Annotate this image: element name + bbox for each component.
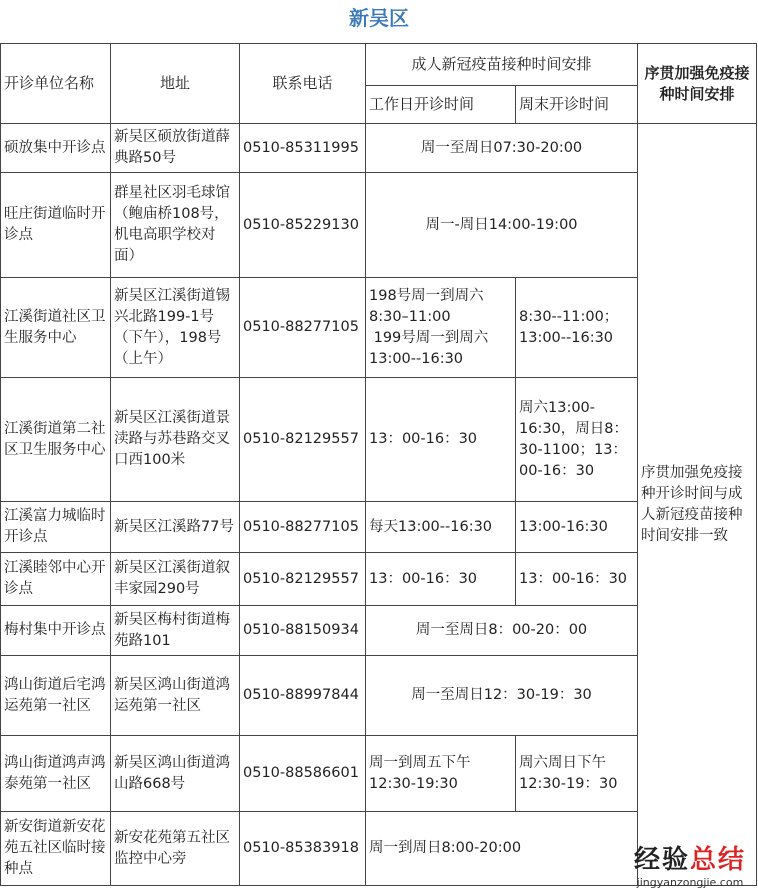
address: 新安花苑第五社区监控中心旁: [111, 812, 240, 886]
weekend-hours: 8:30--11:00；13:00--16:30: [516, 278, 638, 378]
phone: 0510-88277105: [240, 278, 366, 378]
weekend-hours: 周六13:00-16:30，周日8：30-1100；13：00-16：30: [516, 378, 638, 502]
phone: 0510-88997844: [240, 656, 366, 736]
weekday-hours: 周一到周五下午12:30-19:30: [366, 736, 516, 812]
unit-name: 硕放集中开诊点: [1, 124, 111, 173]
clinic-table: [0, 43, 757, 886]
watermark: [634, 839, 746, 889]
address: 新吴区梅村街道梅苑路101: [111, 606, 240, 656]
merged-hours: 周一-周日14:00-19:00: [366, 173, 638, 278]
address: 新吴区江溪路77号: [111, 502, 240, 553]
weekday-hours: 13：00-16：30: [366, 378, 516, 502]
phone: 0510-82129557: [240, 553, 366, 606]
header-booster: 序贯加强免疫接种时间安排: [638, 44, 757, 124]
address: 新吴区硕放街道薛典路50号: [111, 124, 240, 173]
address: 新吴区鸿山街道鸿运苑第一社区: [111, 656, 240, 736]
unit-name: 鸿山街道后宅鸿运苑第一社区: [1, 656, 111, 736]
table-row: [1, 124, 757, 173]
weekday-hours: 198号周一到周六8:30–11:00 199号周一到周六13:00--16:30: [366, 278, 516, 378]
phone: 0510-85229130: [240, 173, 366, 278]
merged-hours: 周一到周日8:00-20:00: [366, 812, 638, 886]
unit-name: 江溪富力城临时开诊点: [1, 502, 111, 553]
phone: 0510-88586601: [240, 736, 366, 812]
unit-name: 江溪街道第二社区卫生服务中心: [1, 378, 111, 502]
page-title: 新吴区: [349, 6, 409, 30]
header-address: 地址: [111, 44, 240, 124]
header-unit: 开诊单位名称: [1, 44, 111, 124]
weekday-hours: 每天13:00--16:30: [366, 502, 516, 553]
phone: 0510-85383918: [240, 812, 366, 886]
header-adult-group: 成人新冠疫苗接种时间安排: [366, 44, 638, 86]
watermark-url: jingyanzongjie.com: [636, 876, 744, 889]
phone: 0510-88277105: [240, 502, 366, 553]
merged-hours: 周一至周日07:30-20:00: [366, 124, 638, 173]
weekend-hours: 周六周日下午12:30-19：30: [516, 736, 638, 812]
merged-hours: 周一至周日12：30-19：30: [366, 656, 638, 736]
watermark-main: 经验: [633, 845, 690, 875]
unit-name: 江溪睦邻中心开诊点: [1, 553, 111, 606]
unit-name: 鸿山街道鸿声鸿泰苑第一社区: [1, 736, 111, 812]
unit-name: 旺庄街道临时开诊点: [1, 173, 111, 278]
header-weekday: 工作日开诊时间: [366, 86, 516, 124]
weekend-hours: 13：00-16：30: [516, 553, 638, 606]
address: 新吴区江溪街道叙丰家园290号: [111, 553, 240, 606]
unit-name: 江溪街道社区卫生服务中心: [1, 278, 111, 378]
address: 新吴区江溪街道景渎路与苏巷路交叉口西100米: [111, 378, 240, 502]
header-phone: 联系电话: [240, 44, 366, 124]
unit-name: 梅村集中开诊点: [1, 606, 111, 656]
address: 新吴区江溪街道锡兴北路199-1号（下午），198号（上午）: [111, 278, 240, 378]
weekend-hours: 13:00-16:30: [516, 502, 638, 553]
header-weekend: 周末开诊时间: [516, 86, 638, 124]
merged-hours: 周一至周日8：00-20：00: [366, 606, 638, 656]
unit-name: 新安街道新安花苑五社区临时接种点: [1, 812, 111, 886]
phone: 0510-82129557: [240, 378, 366, 502]
booster-note: 序贯加强免疫接种开诊时间与成人新冠疫苗接种时间安排一致: [638, 124, 757, 886]
phone: 0510-85311995: [240, 124, 366, 173]
address: 新吴区鸿山街道鸿山路668号: [111, 736, 240, 812]
phone: 0510-88150934: [240, 606, 366, 656]
weekday-hours: 13：00-16：30: [366, 553, 516, 606]
watermark-main-red: 总结: [689, 845, 746, 875]
address: 群星社区羽毛球馆（鲍庙桥108号，机电高职学校对面）: [111, 173, 240, 278]
